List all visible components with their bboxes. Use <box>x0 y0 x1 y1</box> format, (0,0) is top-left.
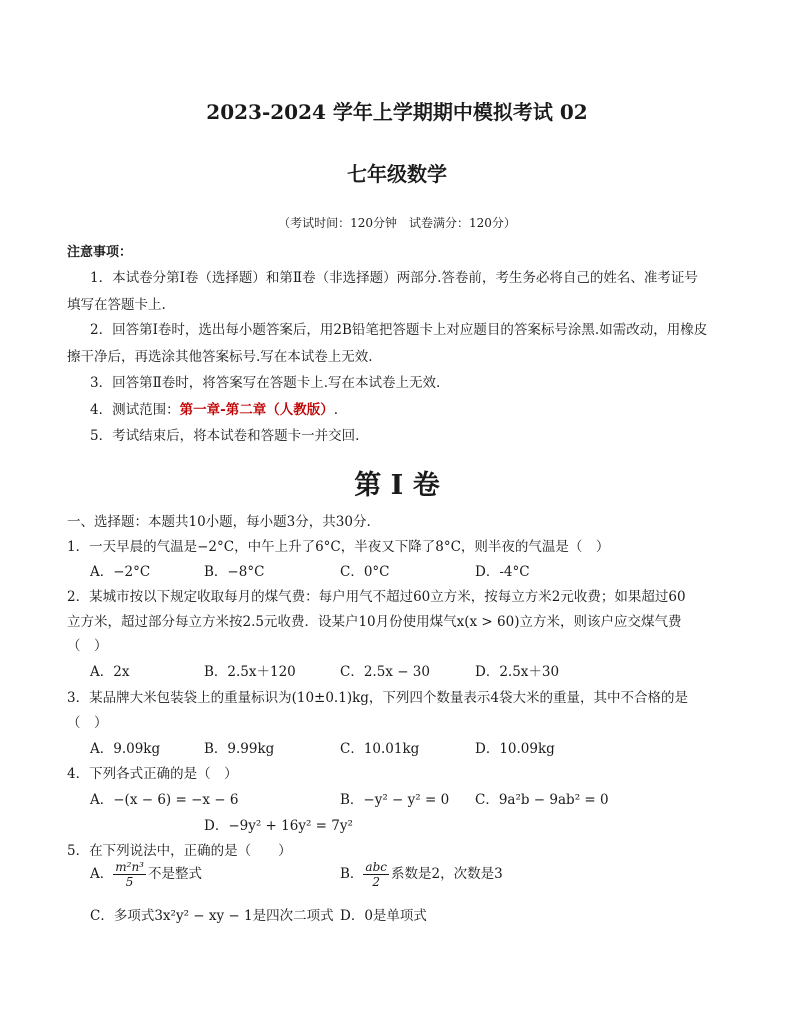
question-2-option-d: D．2.5x＋30 <box>475 664 560 680</box>
question-2-option-a: A．2x <box>90 664 130 680</box>
notice-item-5: 5．考试结束后，将本试卷和答题卡一并交回. <box>90 428 360 444</box>
question-5-option-b-text: 系数是2，次数是3 <box>390 866 503 882</box>
question-5-option-a <box>90 860 202 889</box>
section-1-heading: 一、选择题：本题共10小题，每小题3分，共30分. <box>67 514 371 530</box>
notice-item-4-prefix: 4．测试范围： <box>90 402 180 418</box>
question-5-option-b-numerator: abc <box>365 860 387 874</box>
question-5-stem: 5．在下列说法中，正确的是（ ） <box>67 843 292 859</box>
question-2-line-1: 2．某城市按以下规定收取每月的煤气费：每户用气不超过60立方米，按每立方米2元收费；如果超过60 <box>67 589 686 605</box>
question-5-option-b <box>340 860 503 889</box>
exam-info: （考试时间：120分钟 试卷满分：120分） <box>278 216 516 230</box>
question-5-option-a-denominator: 5 <box>125 875 134 889</box>
question-4-stem: 4．下列各式正确的是（ ） <box>67 766 238 782</box>
question-4-option-a: A．−(x − 6) = −x − 6 <box>90 792 239 808</box>
question-2-option-b: B．2.5x＋120 <box>204 664 296 680</box>
question-2-line-3: （ ） <box>67 638 108 654</box>
notice-item-2-line-1: 2．回答第Ⅰ卷时，选出每小题答案后，用2B铅笔把答题卡上对应题目的答案标号涂黑.如需改动，用橡皮 <box>90 322 708 338</box>
question-1-option-b: B．−8°C <box>204 564 265 580</box>
question-5-option-b-label: B． <box>340 866 364 882</box>
question-4-option-d: D．−9y² + 16y² = 7y² <box>204 818 353 834</box>
question-2-line-2: 立方米，超过部分每立方米按2.5元收费．设某户10月份使用煤气x(x > 60)立方米，则该户应交煤气费 <box>67 614 682 630</box>
question-3-option-d: D．10.09kg <box>475 741 555 757</box>
question-5-option-b-denominator: 2 <box>372 875 381 889</box>
notice-item-2-line-2: 擦干净后，再选涂其他答案标号.写在本试卷上无效. <box>67 349 373 365</box>
notice-item-1-line-2: 填写在答题卡上. <box>67 297 166 313</box>
test-range: 第一章-第二章（人教版） <box>179 402 334 418</box>
question-4-option-b: B．−y² − y² = 0 <box>340 792 450 808</box>
question-3-line-1: 3．某品牌大米包装袋上的重量标识为(10±0.1)kg，下列四个数量表示4袋大米的重量，其中不合格的是 <box>67 690 688 706</box>
exam-title: 2023-2024 学年上学期期中模拟考试 02 <box>206 100 588 124</box>
question-2-option-c: C．2.5x − 30 <box>340 664 430 680</box>
question-3-line-2: （ ） <box>67 715 108 731</box>
question-3-option-a: A．9.09kg <box>90 741 161 757</box>
question-1-option-c: C．0°C <box>340 564 390 580</box>
question-5-option-b-fraction <box>363 860 389 889</box>
notice-item-1-line-1: 1．本试卷分第Ⅰ卷（选择题）和第Ⅱ卷（非选择题）两部分.答卷前，考生务必将自己的姓名、准考证号 <box>90 270 698 286</box>
question-3-option-b: B．9.99kg <box>204 741 275 757</box>
question-5-option-d: D．0是单项式 <box>340 908 427 924</box>
question-5-option-a-fraction <box>113 860 146 889</box>
exam-subtitle: 七年级数学 <box>347 162 447 186</box>
question-1-stem: 1．一天早晨的气温是−2°C，中午上升了6°C，半夜又下降了8°C，则半夜的气温是（ ） <box>67 539 610 555</box>
question-4-option-c: C．9a²b − 9ab² = 0 <box>475 792 609 808</box>
notice-heading: 注意事项： <box>67 245 133 260</box>
question-5-option-a-text: 不是整式 <box>147 866 202 882</box>
notice-item-4 <box>90 398 338 422</box>
notice-item-3: 3．回答第Ⅱ卷时，将答案写在答题卡上.写在本试卷上无效. <box>90 375 441 391</box>
question-1-option-a: A．−2°C <box>90 564 151 580</box>
question-3-option-c: C．10.01kg <box>340 741 420 757</box>
question-5-option-c: C．多项式3x²y² − xy − 1是四次二项式 <box>90 908 334 924</box>
notice-item-4-suffix: . <box>333 402 338 418</box>
question-5-option-a-numerator: m²n³ <box>115 860 144 874</box>
question-1-option-d: D．-4°C <box>475 564 530 580</box>
volume-title: 第 I 卷 <box>354 470 440 501</box>
question-5-option-a-label: A． <box>90 866 114 882</box>
